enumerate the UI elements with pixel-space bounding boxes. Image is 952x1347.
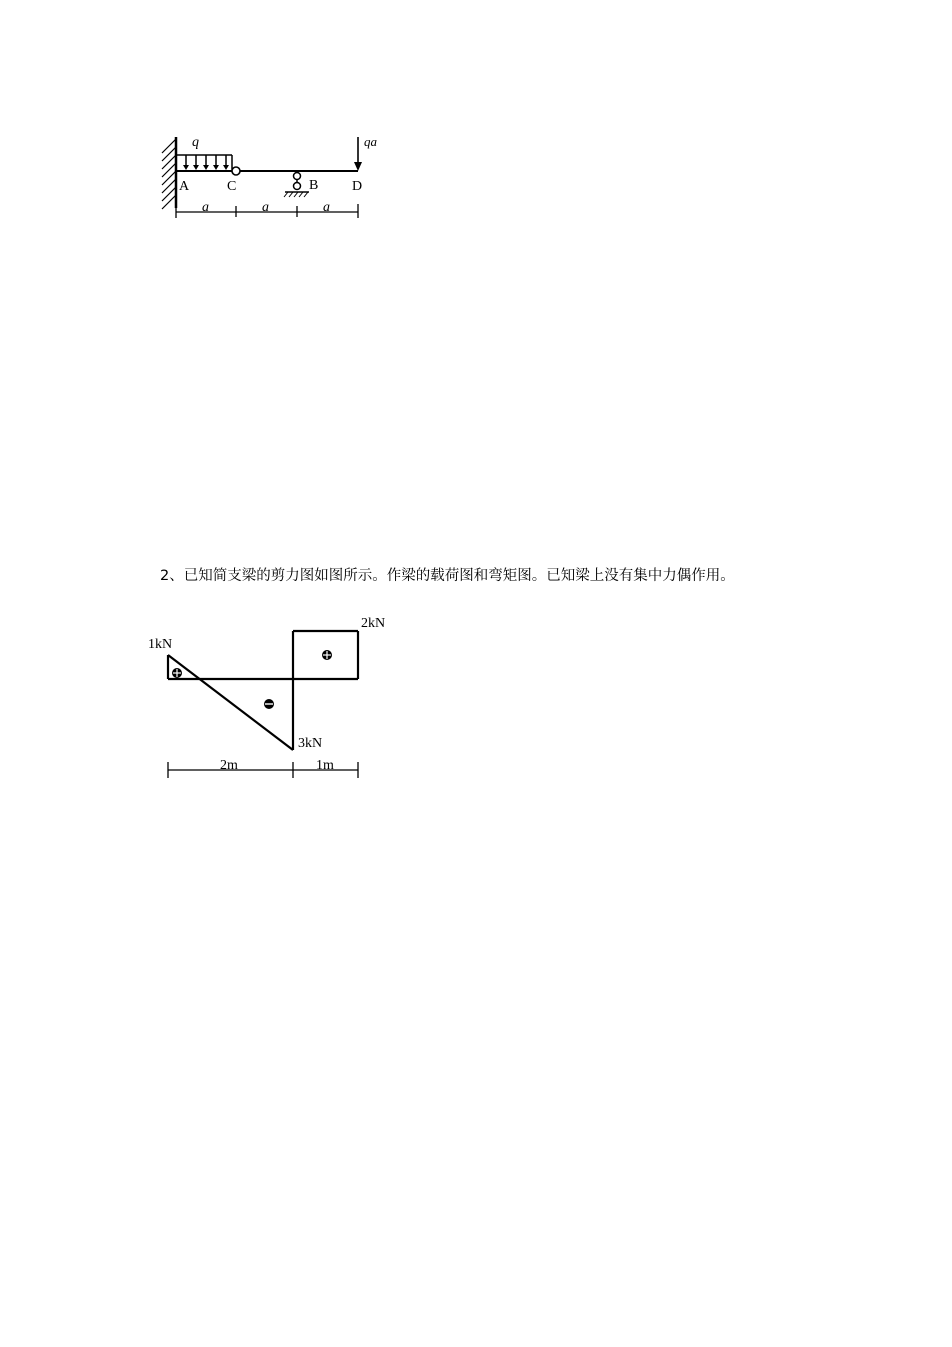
dim-a-1: a	[202, 200, 209, 215]
roller-support-b	[285, 173, 309, 193]
hinge-c	[232, 167, 240, 175]
load-q-label: q	[192, 135, 199, 150]
label-3kn: 3kN	[298, 736, 323, 751]
point-a-label: A	[179, 179, 190, 194]
dim-2m: 2m	[220, 758, 238, 773]
sloped-shear-line	[168, 655, 293, 750]
plus-sign-right	[322, 650, 332, 660]
point-d-label: D	[352, 179, 363, 194]
label-1kn: 1kN	[148, 637, 173, 652]
distributed-load	[176, 155, 232, 171]
problem-2-text: 2、已知简支梁的剪力图如图所示。作梁的载荷图和弯矩图。已知梁上没有集中力偶作用。	[160, 568, 735, 584]
force-qa-label: qa	[364, 134, 377, 149]
minus-sign	[264, 699, 274, 709]
beam-diagram	[0, 0, 952, 240]
shear-force-diagram	[0, 600, 952, 820]
point-b-label: B	[309, 178, 319, 193]
wall-hatching	[162, 139, 176, 209]
point-c-label: C	[227, 179, 237, 194]
dim-a-3: a	[323, 200, 330, 215]
label-2kn: 2kN	[361, 616, 386, 631]
plus-sign-left	[172, 668, 182, 678]
dim-1m: 1m	[316, 758, 334, 773]
dim-a-2: a	[262, 200, 269, 215]
load-arrowheads	[183, 165, 229, 170]
force-arrowhead	[354, 162, 362, 171]
